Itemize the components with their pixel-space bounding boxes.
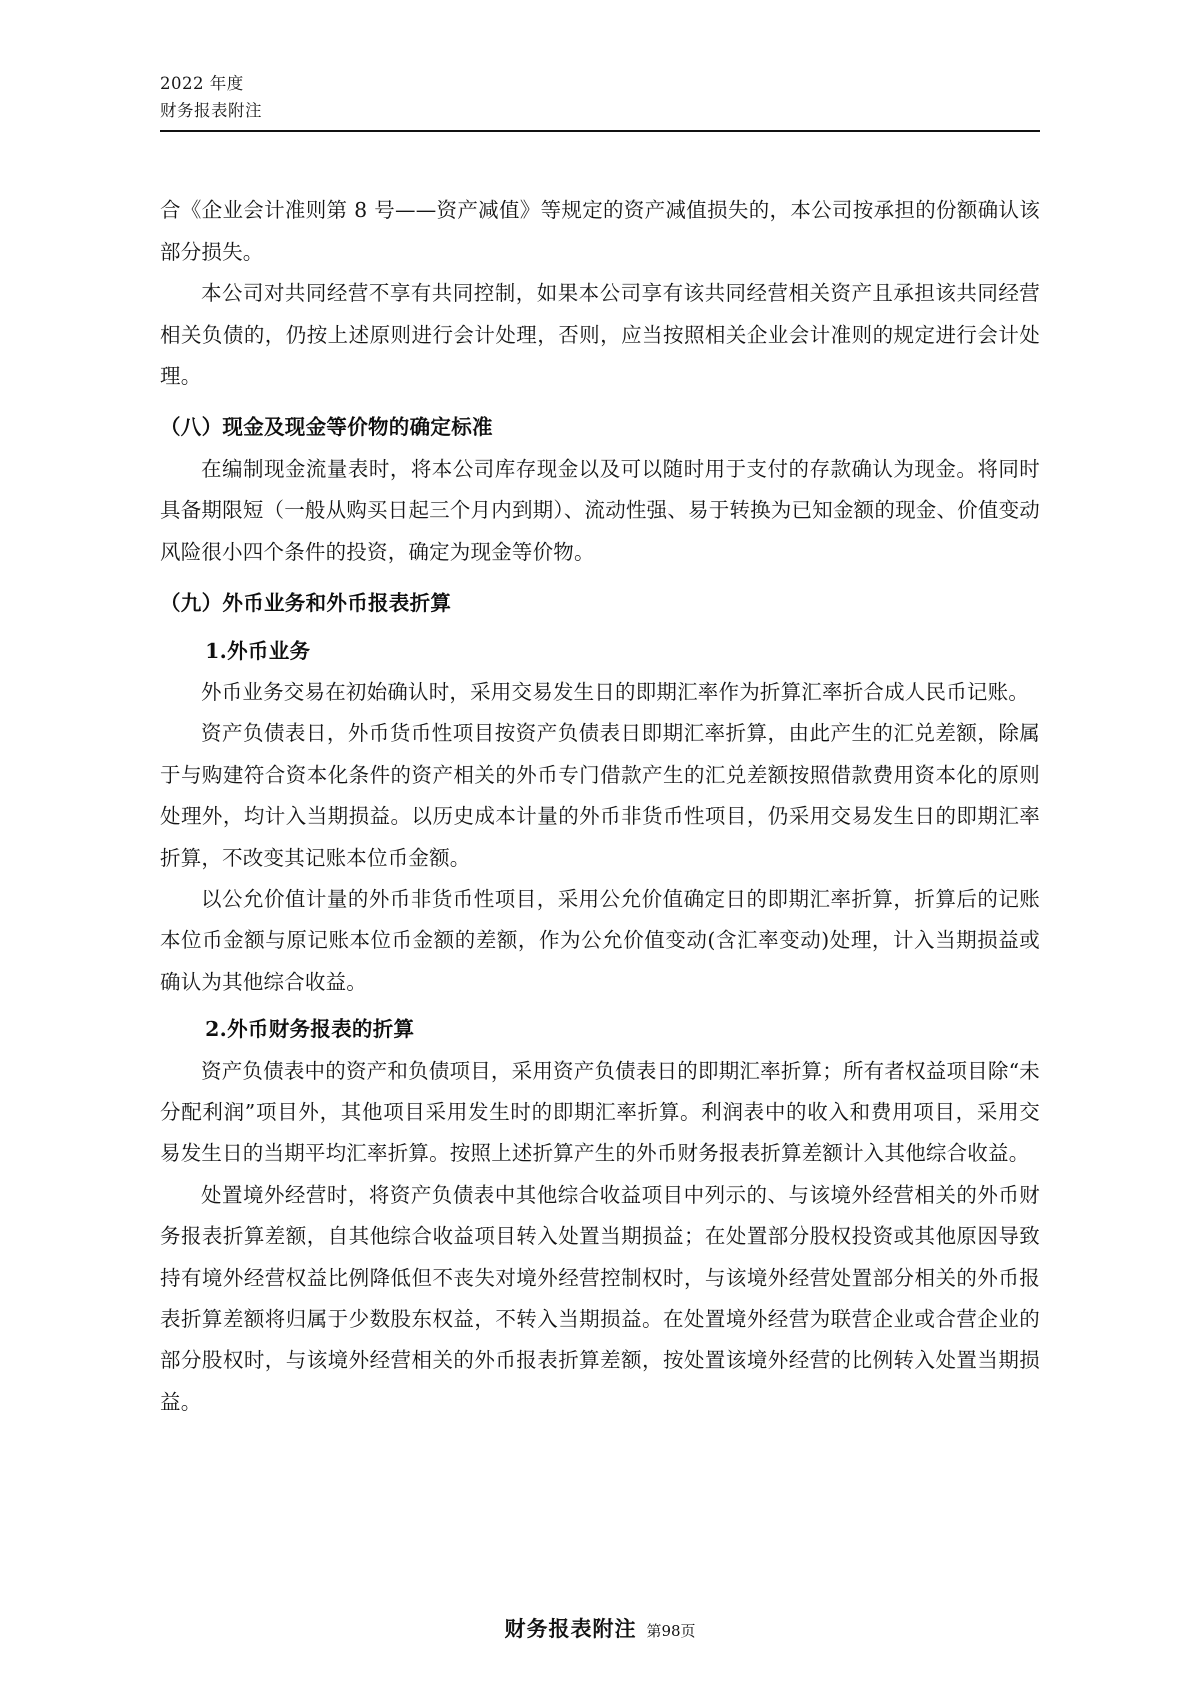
subsection-title-1: 外币业务 (227, 638, 311, 663)
paragraph-4: 外币业务交易在初始确认时，采用交易发生日的即期汇率作为折算汇率折合成人民币记账。 (201, 679, 1029, 704)
header-year: 2022 年度 (160, 74, 244, 93)
subsection-number-2: 2. (205, 1017, 228, 1042)
paragraph-5: 资产负债表日，外币货币性项目按资产负债表日即期汇率折算，由此产生的汇兑差额，除属于与购建符合资本化条件的资产相关的外币专门借款产生的汇兑差额按照借款费用资本化的原则处理外，均计入当期损益。以历史成本计量的外币非货币性项目，仍采用交易发生日的即期汇率折算，不改变其记账本位币金额。 (160, 721, 1040, 870)
section-title-eight: 现金及现金等价物的确定标准 (222, 415, 493, 440)
page-header (160, 70, 1040, 132)
paragraph-3: 在编制现金流量表时，将本公司库存现金以及可以随时用于支付的存款确认为现金。将同时具备期限短（一般从购买日起三个月内到期）、流动性强、易于转换为已知金额的现金、价值变动风险很小四个条件的投资，确定为现金等价物。 (160, 456, 1040, 564)
paragraph-8: 处置境外经营时，将资产负债表中其他综合收益项目中列示的、与该境外经营相关的外币财务报表折算差额，自其他综合收益项目转入处置当期损益；在处置部分股权投资或其他原因导致持有境外经营权益比例降低但不丧失对境外经营控制权时，与该境外经营处置部分相关的外币报表折算差额将归属于少数股东权益，不转入当期损益。在处置境外经营为联营企业或合营企业的部分股权时，与该境外经营相关的外币报表折算差额，按处置该境外经营的比例转入处置当期损益。 (160, 1182, 1040, 1414)
subsection-number-1: 1. (205, 638, 228, 663)
footer-page-number: 第98页 (646, 1622, 696, 1640)
paragraph-2: 本公司对共同经营不享有共同控制，如果本公司享有该共同经营相关资产且承担该共同经营相关负债的，仍按上述原则进行会计处理，否则，应当按照相关企业会计准则的规定进行会计处理。 (160, 281, 1040, 389)
footer-title: 财务报表附注 (504, 1616, 637, 1641)
subsection-heading-1 (160, 631, 1040, 672)
section-title-nine: 外币业务和外币报表折算 (222, 591, 452, 616)
section-number-nine: （九） (160, 591, 223, 616)
paragraph-1: 合《企业会计准则第 8 号——资产减值》等规定的资产减值损失的，本公司按承担的份额确认该部分损失。 (160, 198, 1040, 264)
header-subtitle: 财务报表附注 (160, 101, 262, 121)
page-footer (0, 1613, 1200, 1643)
section-heading-eight (160, 407, 1040, 448)
paragraph-7: 资产负债表中的资产和负债项目，采用资产负债表日的即期汇率折算；所有者权益项目除“未分配利润”项目外，其他项目采用发生时的即期汇率折算。利润表中的收入和费用项目，采用交易发生日的当期平均汇率折算。按照上述折算产生的外币财务报表折算差额计入其他综合收益。 (160, 1058, 1040, 1166)
section-number-eight: （八） (160, 415, 223, 440)
subsection-heading-2 (160, 1009, 1040, 1050)
subsection-title-2: 外币财务报表的折算 (227, 1017, 415, 1042)
document-body (160, 190, 1040, 1423)
paragraph-6: 以公允价值计量的外币非货币性项目，采用公允价值确定日的即期汇率折算，折算后的记账本位币金额与原记账本位币金额的差额，作为公允价值变动(含汇率变动)处理，计入当期损益或确认为其他综合收益。 (160, 886, 1040, 994)
section-heading-nine (160, 583, 1040, 624)
